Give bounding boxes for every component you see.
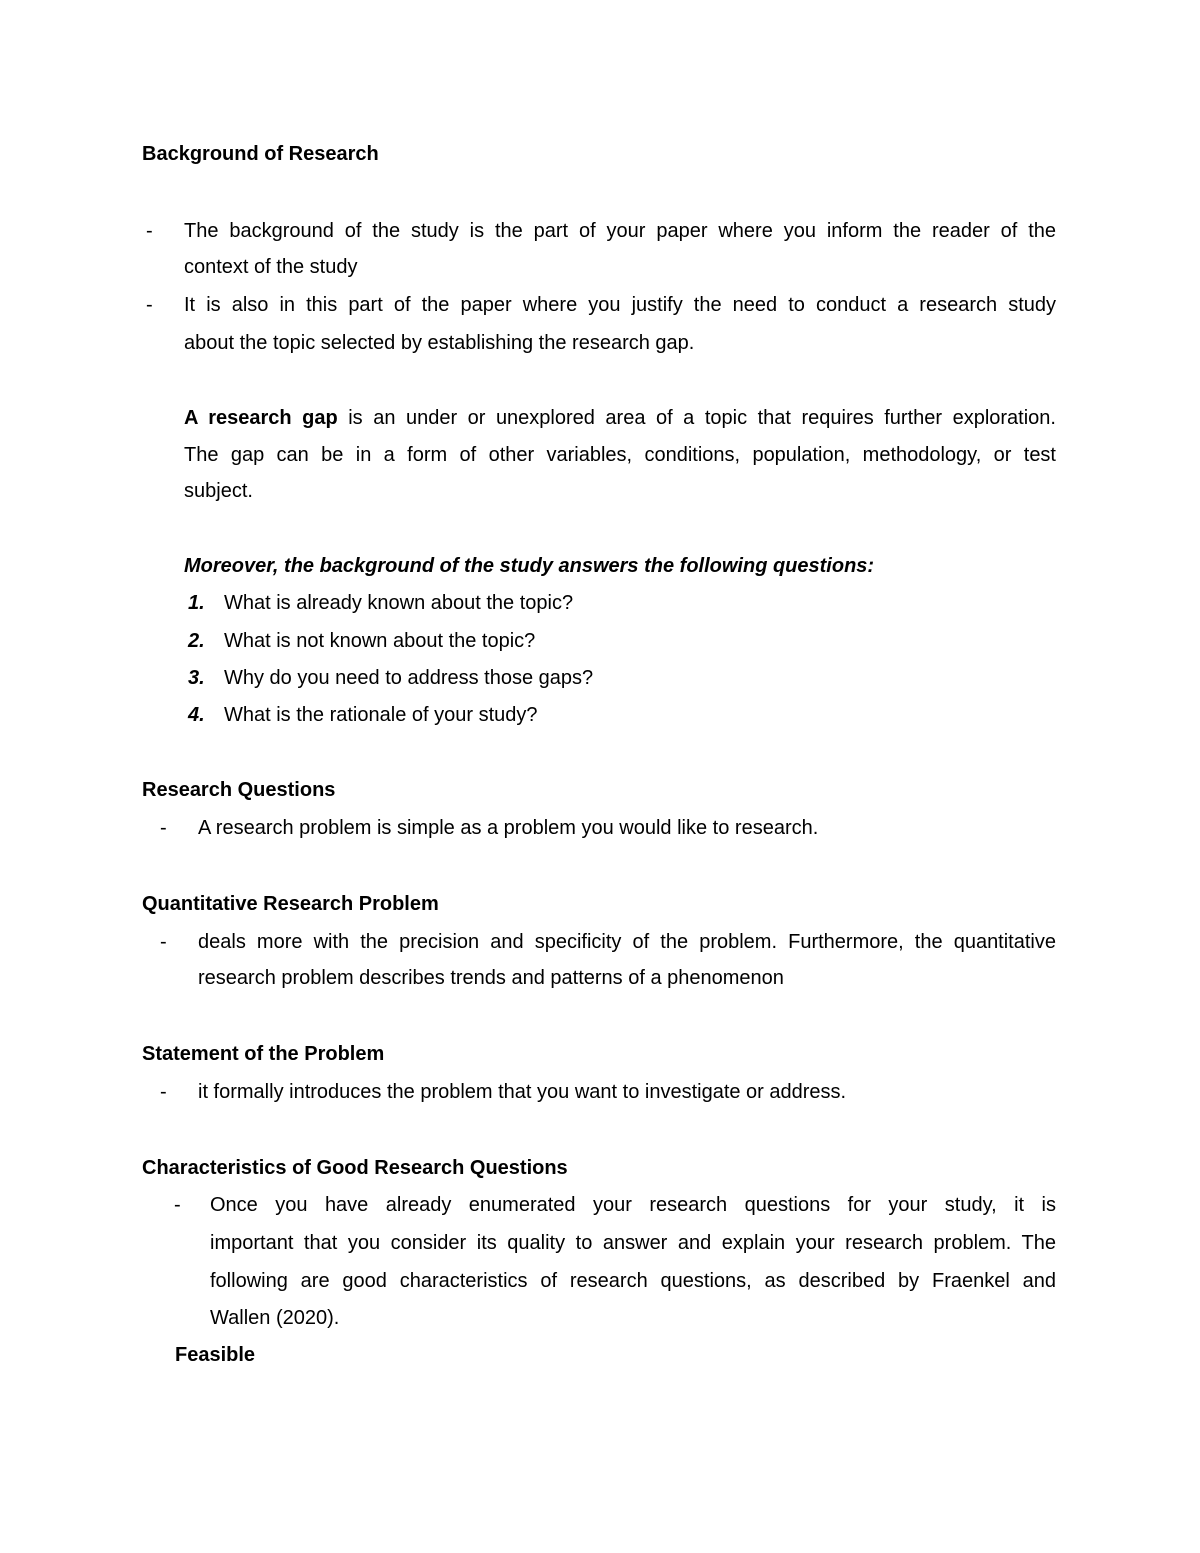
question-number: 3.	[188, 667, 205, 689]
background-bullet1-line1: The background of the study is the part of your paper where you inform the reader of the	[184, 220, 1056, 242]
heading-quantitative-research-problem: Quantitative Research Problem	[142, 893, 439, 915]
heading-characteristics: Characteristics of Good Research Questions	[142, 1157, 568, 1179]
bullet-marker: -	[146, 220, 153, 242]
bullet-marker: -	[160, 931, 167, 953]
subheading-feasible: Feasible	[175, 1344, 256, 1366]
bullet-marker: -	[146, 294, 153, 316]
bullet-marker: -	[174, 1194, 181, 1216]
characteristics-bullet-line1: Once you have already enumerated your research questions for your study, it is	[210, 1194, 1056, 1216]
background-bullet2-line2: about the topic selected by establishing the research gap.	[184, 332, 695, 354]
question-number: 2.	[188, 630, 205, 652]
questions-intro: Moreover, the background of the study answers the following questions:	[184, 555, 875, 577]
heading-statement-of-the-problem: Statement of the Problem	[142, 1043, 385, 1065]
research-gap-definition: is an under or unexplored area of a topic that requires further exploration.	[337, 407, 1056, 429]
research-gap-line2: The gap can be in a form of other variables, conditions, population, methodology, or test	[184, 444, 1056, 466]
quantitative-bullet-line1: deals more with the precision and specificity of the problem. Furthermore, the quantitative	[198, 931, 1056, 953]
characteristics-bullet-line3: following are good characteristics of research questions, as described by Fraenkel and	[210, 1270, 1056, 1292]
heading-research-questions: Research Questions	[142, 779, 336, 801]
quantitative-bullet-line2: research problem describes trends and patterns of a phenomenon	[198, 967, 784, 989]
question-text: Why do you need to address those gaps?	[224, 667, 594, 689]
background-bullet2-line1: It is also in this part of the paper where you justify the need to conduct a research study	[184, 294, 1056, 316]
research-questions-bullet: A research problem is simple as a problem you would like to research.	[198, 817, 819, 839]
statement-bullet: it formally introduces the problem that you want to investigate or address.	[198, 1081, 847, 1103]
bullet-marker: -	[160, 817, 167, 839]
research-gap-term: A research gap	[184, 407, 338, 429]
characteristics-bullet-line2: important that you consider its quality to answer and explain your research problem. The	[210, 1232, 1056, 1254]
question-number: 4.	[188, 704, 205, 726]
bullet-marker: -	[160, 1081, 167, 1103]
research-gap-line1	[184, 406, 1056, 430]
question-text: What is the rationale of your study?	[224, 704, 538, 726]
question-text: What is already known about the topic?	[224, 592, 574, 614]
question-text: What is not known about the topic?	[224, 630, 536, 652]
background-bullet1-line2: context of the study	[184, 256, 358, 278]
research-gap-line3: subject.	[184, 480, 253, 502]
characteristics-bullet-line4: Wallen (2020).	[210, 1307, 340, 1329]
heading-background-of-research: Background of Research	[142, 143, 379, 165]
question-number: 1.	[188, 592, 205, 614]
